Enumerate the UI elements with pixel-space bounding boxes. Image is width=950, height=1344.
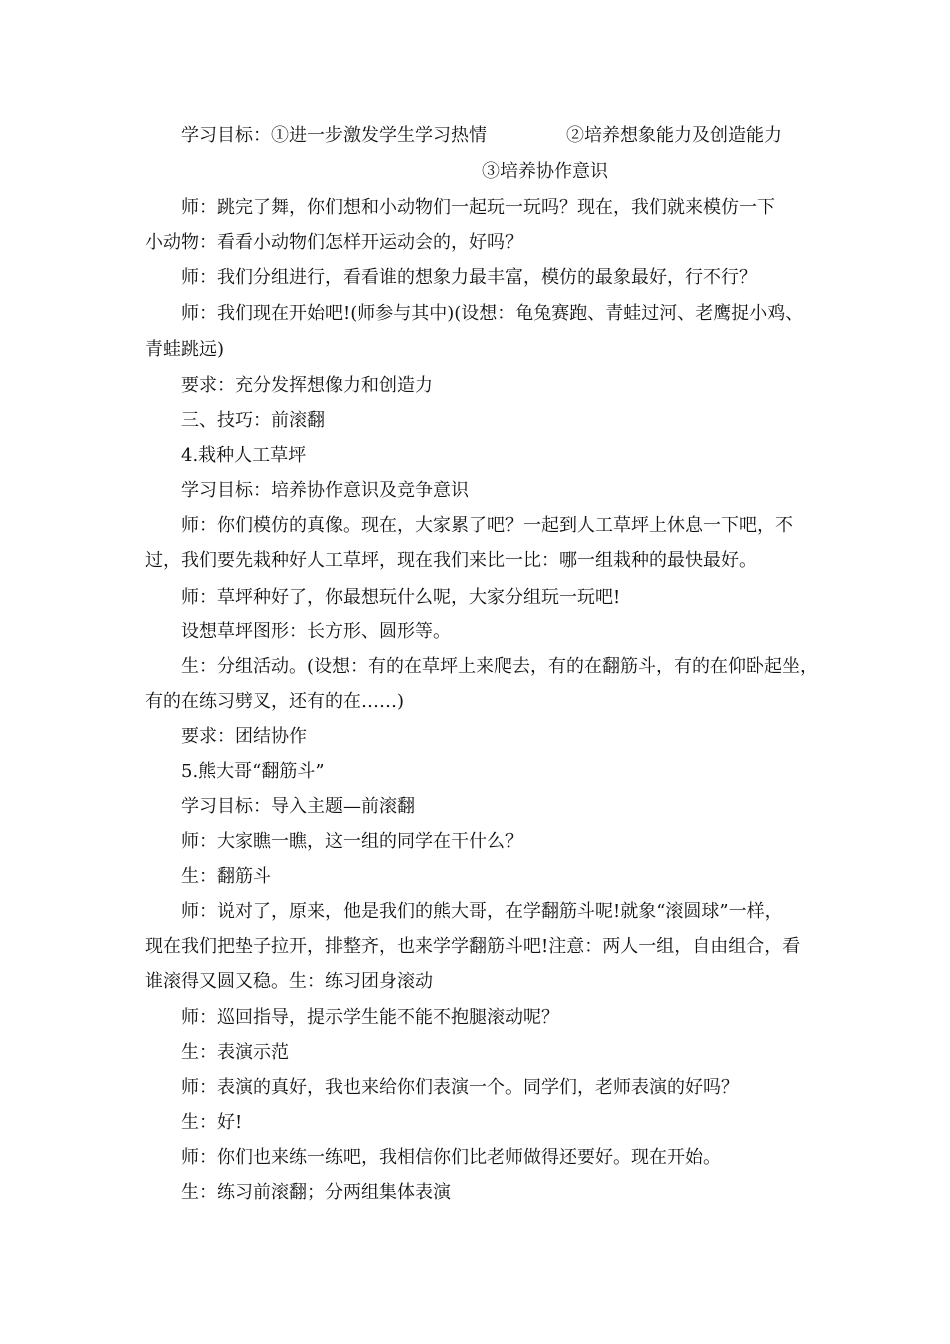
paragraph-line: 谁滚得又圆又稳。生：练习团身滚动 xyxy=(145,971,433,992)
goal-text-1: 学习目标：①进一步激发学生学习热情 xyxy=(181,125,487,146)
paragraph-line: 师：跳完了舞，你们想和小动物们一起玩一玩吗？现在，我们就来模仿一下 xyxy=(181,197,775,218)
goal-text-3: ③培养协作意识 xyxy=(482,161,608,182)
paragraph-line: 师：你们模仿的真像。现在，大家累了吧？一起到人工草坪上休息一下吧，不 xyxy=(181,515,793,536)
paragraph-line: 师：我们现在开始吧!(师参与其中)(设想：龟兔赛跑、青蛙过河、老鹰捉小鸡、 xyxy=(181,303,804,324)
paragraph-line: 生：翻筋斗 xyxy=(181,866,271,887)
requirement-line: 要求：充分发挥想像力和创造力 xyxy=(181,375,433,396)
learning-goals-line xyxy=(181,124,782,148)
subsection-heading: 4.栽种人工草坪 xyxy=(181,445,307,466)
paragraph-line: 现在我们把垫子拉开，排整齐，也来学学翻筋斗吧!注意：两人一组，自由组合，看 xyxy=(145,936,801,957)
paragraph-line: 师：巡回指导，提示学生能不能不抱腿滚动呢？ xyxy=(181,1007,559,1028)
subsection-heading: 5.熊大哥“翻筋斗” xyxy=(181,761,325,782)
paragraph-line: 有的在练习劈叉，还有的在……) xyxy=(145,691,405,712)
paragraph-line: 生：表演示范 xyxy=(181,1042,289,1063)
paragraph-line: 过，我们要先栽种好人工草坪，现在我们来比一比：哪一组栽种的最快最好。 xyxy=(145,550,757,571)
paragraph-line: 师：说对了，原来，他是我们的熊大哥，在学翻筋斗呢!就象“滚圆球”一样， xyxy=(181,901,783,922)
paragraph-line: 生：练习前滚翻；分两组集体表演 xyxy=(181,1182,451,1203)
paragraph-line: 师：我们分组进行，看看谁的想象力最丰富，模仿的最象最好，行不行？ xyxy=(181,267,757,288)
paragraph-line: 师：你们也来练一练吧，我相信你们比老师做得还要好。现在开始。 xyxy=(181,1147,721,1168)
paragraph-line: 小动物：看看小动物们怎样开运动会的，好吗？ xyxy=(145,232,523,253)
paragraph-line: 生：分组活动。(设想：有的在草坪上来爬去，有的在翻筋斗，有的在仰卧起坐， xyxy=(181,656,819,677)
paragraph-line: 师：大家瞧一瞧，这一组的同学在干什么？ xyxy=(181,831,523,852)
learning-goals-line: 学习目标：导入主题—前滚翻 xyxy=(181,796,415,817)
paragraph-line: 设想草坪图形：长方形、圆形等。 xyxy=(181,621,451,642)
paragraph-line: 生：好! xyxy=(181,1112,243,1133)
section-heading: 三、技巧：前滚翻 xyxy=(181,410,325,431)
paragraph-line: 师：草坪种好了，你最想玩什么呢，大家分组玩一玩吧! xyxy=(181,587,621,608)
paragraph-line: 师：表演的真好，我也来给你们表演一个。同学们，老师表演的好吗？ xyxy=(181,1077,739,1098)
learning-goals-line: 学习目标：培养协作意识及竞争意识 xyxy=(181,480,469,501)
goal-text-2: ②培养想象能力及创造能力 xyxy=(566,125,782,146)
requirement-line: 要求：团结协作 xyxy=(181,726,307,747)
paragraph-line: 青蛙跳远) xyxy=(145,339,225,360)
